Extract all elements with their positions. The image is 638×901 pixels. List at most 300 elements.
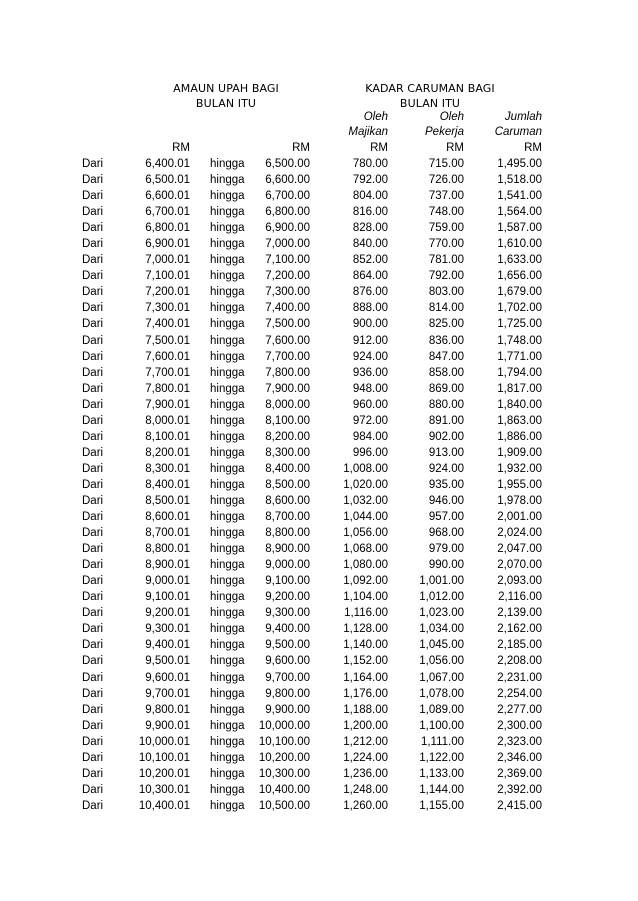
row-wage-from: 9,400.01 [145,639,190,652]
row-total-contribution: 2,024.00 [497,527,542,540]
table-row [0,445,638,461]
row-wage-from: 6,900.01 [145,238,190,251]
row-total-contribution: 1,932.00 [497,462,542,475]
row-employee-contribution: 1,056.00 [419,655,464,668]
row-wage-to: 7,700.00 [265,350,310,363]
row-wage-from: 9,500.01 [145,655,190,668]
row-dari-label: Dari [82,270,104,283]
contribution-rate-header-line1: KADAR CARUMAN BAGI [365,82,495,95]
row-wage-from: 9,300.01 [145,623,190,636]
row-employee-contribution: 1,034.00 [419,623,464,636]
row-employee-contribution: 1,045.00 [419,639,464,652]
row-total-contribution: 1,679.00 [497,286,542,299]
row-dari-label: Dari [82,494,104,507]
row-wage-from: 8,200.01 [145,446,190,459]
contribution-rate-header [350,81,510,111]
row-hingga-label: hingga [210,318,245,331]
row-employer-contribution: 912.00 [352,334,388,347]
row-hingga-label: hingga [210,286,245,299]
row-employer-contribution: 852.00 [352,254,388,267]
row-total-contribution: 2,369.00 [497,767,542,780]
employer-col-label-1: Oleh [363,111,388,123]
row-total-contribution: 1,978.00 [497,494,542,507]
row-employer-contribution: 1,200.00 [343,719,388,732]
row-employee-contribution: 715.00 [428,158,464,170]
row-wage-from: 8,800.01 [145,543,190,556]
row-hingga-label: hingga [210,591,245,604]
row-wage-to: 10,000.00 [258,719,310,732]
table-row [0,734,638,750]
row-employee-contribution: 792.00 [428,270,464,283]
table-row [0,750,638,766]
row-employer-contribution: 900.00 [352,318,388,331]
row-dari-label: Dari [82,559,104,572]
row-employer-contribution: 1,104.00 [343,591,388,604]
row-dari-label: Dari [82,511,104,524]
row-hingga-label: hingga [210,270,245,283]
row-wage-from: 8,700.01 [145,527,190,540]
row-hingga-label: hingga [210,703,245,716]
row-total-contribution: 1,633.00 [497,254,542,267]
row-employee-contribution: 1,133.00 [419,767,464,780]
row-employer-contribution: 1,236.00 [343,767,388,780]
table-row [0,493,638,509]
row-employer-contribution: 828.00 [352,222,388,235]
row-employee-contribution: 803.00 [428,286,464,299]
row-wage-to: 8,900.00 [265,543,310,556]
row-total-contribution: 2,346.00 [497,751,542,764]
row-wage-from: 7,700.01 [145,366,190,379]
row-wage-from: 6,800.01 [145,222,190,235]
table-row [0,429,638,445]
row-dari-label: Dari [82,462,104,475]
row-employer-contribution: 996.00 [352,446,388,459]
row-hingga-label: hingga [210,559,245,572]
row-wage-to: 8,800.00 [265,527,310,540]
table-row [0,766,638,782]
row-employer-contribution: 1,056.00 [343,527,388,540]
row-hingga-label: hingga [210,767,245,780]
row-dari-label: Dari [82,190,104,203]
row-total-contribution: 1,771.00 [497,350,542,363]
table-row [0,236,638,252]
row-hingga-label: hingga [210,222,245,235]
row-hingga-label: hingga [210,719,245,732]
row-employee-contribution: 748.00 [428,206,464,219]
row-total-contribution: 1,610.00 [497,238,542,251]
row-total-contribution: 2,392.00 [497,783,542,796]
table-row [0,300,638,316]
row-dari-label: Dari [82,158,104,170]
row-hingga-label: hingga [210,254,245,267]
row-dari-label: Dari [82,735,104,748]
employer-col-label-2: Majikan [348,126,388,138]
row-wage-to: 8,500.00 [265,478,310,491]
currency-employee: RM [446,142,464,154]
row-wage-to: 7,900.00 [265,382,310,395]
employee-col-label-1: Oleh [439,111,464,123]
row-dari-label: Dari [82,655,104,668]
row-employer-contribution: 936.00 [352,366,388,379]
row-wage-to: 7,400.00 [265,302,310,315]
row-wage-to: 6,800.00 [265,206,310,219]
currency-employer: RM [370,142,388,154]
row-total-contribution: 1,518.00 [497,174,542,187]
row-wage-to: 10,400.00 [258,783,310,796]
row-employee-contribution: 781.00 [428,254,464,267]
row-employer-contribution: 1,068.00 [343,543,388,556]
row-wage-to: 7,500.00 [265,318,310,331]
row-wage-to: 10,100.00 [258,735,310,748]
row-employee-contribution: 990.00 [428,559,464,572]
row-hingga-label: hingga [210,687,245,700]
row-wage-from: 9,600.01 [145,671,190,684]
table-row [0,316,638,332]
row-employee-contribution: 957.00 [428,511,464,524]
row-hingga-label: hingga [210,238,245,251]
row-total-contribution: 2,070.00 [497,559,542,572]
contribution-rate-header-line2: BULAN ITU [399,97,461,110]
row-employee-contribution: 1,122.00 [419,751,464,764]
row-wage-to: 8,100.00 [265,414,310,427]
row-employee-contribution: 968.00 [428,527,464,540]
row-hingga-label: hingga [210,398,245,411]
employee-col-label-2: Pekerja [425,126,464,138]
row-employer-contribution: 864.00 [352,270,388,283]
table-row [0,349,638,365]
row-hingga-label: hingga [210,206,245,219]
row-total-contribution: 2,185.00 [497,639,542,652]
row-employer-contribution: 1,080.00 [343,559,388,572]
row-dari-label: Dari [82,767,104,780]
row-employee-contribution: 1,144.00 [419,783,464,796]
table-row [0,188,638,204]
row-hingga-label: hingga [210,158,245,170]
row-wage-from: 7,400.01 [145,318,190,331]
row-dari-label: Dari [82,623,104,636]
row-wage-from: 8,900.01 [145,559,190,572]
row-wage-from: 6,700.01 [145,206,190,219]
row-dari-label: Dari [82,783,104,796]
row-wage-from: 7,500.01 [145,334,190,347]
row-wage-from: 8,300.01 [145,462,190,475]
row-employee-contribution: 814.00 [428,302,464,315]
row-hingga-label: hingga [210,302,245,315]
row-hingga-label: hingga [210,430,245,443]
row-employee-contribution: 913.00 [428,446,464,459]
row-employee-contribution: 825.00 [428,318,464,331]
row-employer-contribution: 1,188.00 [343,703,388,716]
row-wage-to: 8,400.00 [265,462,310,475]
row-hingga-label: hingga [210,751,245,764]
row-employer-contribution: 1,032.00 [343,494,388,507]
row-employee-contribution: 1,089.00 [419,703,464,716]
table-row [0,477,638,493]
row-total-contribution: 2,323.00 [497,735,542,748]
table-row [0,252,638,268]
wage-amount-header [156,81,296,111]
row-hingga-label: hingga [210,382,245,395]
row-total-contribution: 2,139.00 [497,607,542,620]
row-hingga-label: hingga [210,623,245,636]
row-total-contribution: 2,047.00 [497,543,542,556]
row-hingga-label: hingga [210,671,245,684]
row-wage-to: 9,100.00 [265,575,310,588]
table-row [0,172,638,188]
row-wage-to: 7,200.00 [265,270,310,283]
row-employee-contribution: 902.00 [428,430,464,443]
row-hingga-label: hingga [210,655,245,668]
row-wage-from: 10,300.01 [138,783,190,796]
row-employer-contribution: 1,248.00 [343,783,388,796]
currency-from: RM [172,142,190,154]
row-dari-label: Dari [82,254,104,267]
row-wage-to: 8,300.00 [265,446,310,459]
row-employer-contribution: 972.00 [352,414,388,427]
row-hingga-label: hingga [210,799,245,812]
table-row [0,541,638,557]
row-wage-from: 8,400.01 [145,478,190,491]
row-employee-contribution: 924.00 [428,462,464,475]
row-dari-label: Dari [82,591,104,604]
row-hingga-label: hingga [210,575,245,588]
row-total-contribution: 1,863.00 [497,414,542,427]
contribution-table-body [0,156,638,814]
row-employee-contribution: 836.00 [428,334,464,347]
row-dari-label: Dari [82,302,104,315]
row-wage-to: 9,300.00 [265,607,310,620]
wage-amount-header-line2: BULAN ITU [195,97,257,110]
row-employee-contribution: 979.00 [428,543,464,556]
row-employee-contribution: 1,067.00 [419,671,464,684]
row-wage-from: 10,000.01 [138,735,190,748]
row-total-contribution: 1,564.00 [497,206,542,219]
row-employee-contribution: 847.00 [428,350,464,363]
row-employer-contribution: 948.00 [352,382,388,395]
row-wage-from: 8,500.01 [145,494,190,507]
row-hingga-label: hingga [210,783,245,796]
row-total-contribution: 1,748.00 [497,334,542,347]
row-total-contribution: 1,587.00 [497,222,542,235]
table-row [0,525,638,541]
row-dari-label: Dari [82,430,104,443]
row-dari-label: Dari [82,334,104,347]
row-wage-from: 9,700.01 [145,687,190,700]
row-employer-contribution: 1,212.00 [343,735,388,748]
row-hingga-label: hingga [210,446,245,459]
row-hingga-label: hingga [210,543,245,556]
row-total-contribution: 1,955.00 [497,478,542,491]
row-total-contribution: 1,817.00 [497,382,542,395]
row-dari-label: Dari [82,206,104,219]
row-wage-to: 8,000.00 [265,398,310,411]
row-employer-contribution: 1,020.00 [343,478,388,491]
row-wage-to: 8,700.00 [265,511,310,524]
row-total-contribution: 2,300.00 [497,719,542,732]
row-employee-contribution: 759.00 [428,222,464,235]
row-employer-contribution: 1,176.00 [343,687,388,700]
row-employee-contribution: 880.00 [428,398,464,411]
row-wage-to: 6,500.00 [265,158,310,170]
row-wage-to: 9,600.00 [265,655,310,668]
row-employer-contribution: 960.00 [352,398,388,411]
row-wage-from: 10,100.01 [138,751,190,764]
row-wage-to: 8,200.00 [265,430,310,443]
row-total-contribution: 1,656.00 [497,270,542,283]
row-employee-contribution: 1,078.00 [419,687,464,700]
row-employee-contribution: 1,001.00 [419,575,464,588]
row-employer-contribution: 888.00 [352,302,388,315]
table-row [0,605,638,621]
row-hingga-label: hingga [210,639,245,652]
row-dari-label: Dari [82,366,104,379]
row-hingga-label: hingga [210,735,245,748]
table-row [0,204,638,220]
table-row [0,637,638,653]
row-wage-from: 7,800.01 [145,382,190,395]
row-employer-contribution: 804.00 [352,190,388,203]
row-employer-contribution: 816.00 [352,206,388,219]
row-wage-to: 7,100.00 [265,254,310,267]
row-total-contribution: 1,794.00 [497,366,542,379]
row-wage-from: 7,100.01 [145,270,190,283]
row-wage-to: 6,900.00 [265,222,310,235]
row-employer-contribution: 1,224.00 [343,751,388,764]
row-wage-from: 7,900.01 [145,398,190,411]
row-employee-contribution: 1,012.00 [419,591,464,604]
row-total-contribution: 2,277.00 [497,703,542,716]
row-wage-to: 9,800.00 [265,687,310,700]
row-dari-label: Dari [82,286,104,299]
row-employer-contribution: 984.00 [352,430,388,443]
row-dari-label: Dari [82,687,104,700]
row-dari-label: Dari [82,318,104,331]
row-hingga-label: hingga [210,366,245,379]
row-wage-from: 10,400.01 [138,799,190,812]
table-row [0,381,638,397]
table-row [0,284,638,300]
table-row [0,589,638,605]
row-wage-from: 6,600.01 [145,190,190,203]
table-row [0,397,638,413]
row-employer-contribution: 1,260.00 [343,799,388,812]
row-employee-contribution: 1,023.00 [419,607,464,620]
row-dari-label: Dari [82,478,104,491]
row-wage-from: 8,000.01 [145,414,190,427]
row-wage-from: 8,100.01 [145,430,190,443]
row-employer-contribution: 1,116.00 [344,607,388,620]
table-row [0,413,638,429]
table-row [0,220,638,236]
row-dari-label: Dari [82,719,104,732]
row-dari-label: Dari [82,238,104,251]
table-row [0,509,638,525]
table-row [0,333,638,349]
row-employee-contribution: 1,100.00 [419,719,464,732]
row-hingga-label: hingga [210,350,245,363]
row-wage-to: 10,500.00 [258,799,310,812]
row-employer-contribution: 1,008.00 [343,462,388,475]
row-wage-to: 7,800.00 [265,366,310,379]
row-hingga-label: hingga [210,511,245,524]
row-employee-contribution: 858.00 [428,366,464,379]
row-wage-to: 9,200.00 [265,591,310,604]
row-total-contribution: 2,162.00 [497,623,542,636]
row-employer-contribution: 924.00 [352,350,388,363]
row-total-contribution: 1,840.00 [497,398,542,411]
row-employer-contribution: 780.00 [352,158,388,170]
row-wage-to: 6,700.00 [265,190,310,203]
row-hingga-label: hingga [210,174,245,187]
row-wage-to: 6,600.00 [265,174,310,187]
row-dari-label: Dari [82,639,104,652]
row-employer-contribution: 876.00 [352,286,388,299]
row-employee-contribution: 891.00 [428,414,464,427]
total-col-label-1: Jumlah [504,111,542,123]
table-row [0,718,638,734]
row-dari-label: Dari [82,174,104,187]
row-wage-to: 9,000.00 [265,559,310,572]
table-row [0,621,638,637]
row-total-contribution: 1,495.00 [497,158,542,170]
table-row [0,798,638,814]
row-total-contribution: 2,254.00 [497,687,542,700]
row-wage-to: 9,400.00 [265,623,310,636]
row-wage-to: 10,300.00 [258,767,310,780]
row-wage-from: 7,600.01 [145,350,190,363]
row-dari-label: Dari [82,607,104,620]
row-hingga-label: hingga [210,190,245,203]
row-wage-to: 10,200.00 [258,751,310,764]
row-employee-contribution: 946.00 [428,494,464,507]
row-dari-label: Dari [82,382,104,395]
currency-total: RM [524,142,542,154]
row-total-contribution: 1,886.00 [497,430,542,443]
row-wage-from: 8,600.01 [145,511,190,524]
table-row [0,653,638,669]
row-employer-contribution: 840.00 [352,238,388,251]
row-hingga-label: hingga [210,414,245,427]
row-employer-contribution: 1,152.00 [343,655,388,668]
row-wage-from: 7,000.01 [145,254,190,267]
row-total-contribution: 2,116.00 [498,591,542,604]
row-hingga-label: hingga [210,478,245,491]
row-employer-contribution: 792.00 [352,174,388,187]
table-row [0,573,638,589]
row-employee-contribution: 726.00 [428,174,464,187]
table-row [0,557,638,573]
row-dari-label: Dari [82,799,104,812]
row-hingga-label: hingga [210,527,245,540]
row-employer-contribution: 1,164.00 [343,671,388,684]
row-wage-from: 6,500.01 [145,174,190,187]
row-dari-label: Dari [82,527,104,540]
row-wage-from: 9,200.01 [145,607,190,620]
row-total-contribution: 2,208.00 [497,655,542,668]
table-row [0,670,638,686]
row-wage-to: 7,000.00 [265,238,310,251]
row-wage-to: 7,300.00 [265,286,310,299]
row-wage-from: 9,900.01 [145,719,190,732]
currency-to: RM [292,142,310,154]
row-wage-from: 9,000.01 [145,575,190,588]
row-employer-contribution: 1,092.00 [343,575,388,588]
row-dari-label: Dari [82,446,104,459]
table-row [0,156,638,172]
total-col-label-2: Caruman [494,126,542,138]
table-row [0,365,638,381]
row-employee-contribution: 1,155.00 [419,799,464,812]
